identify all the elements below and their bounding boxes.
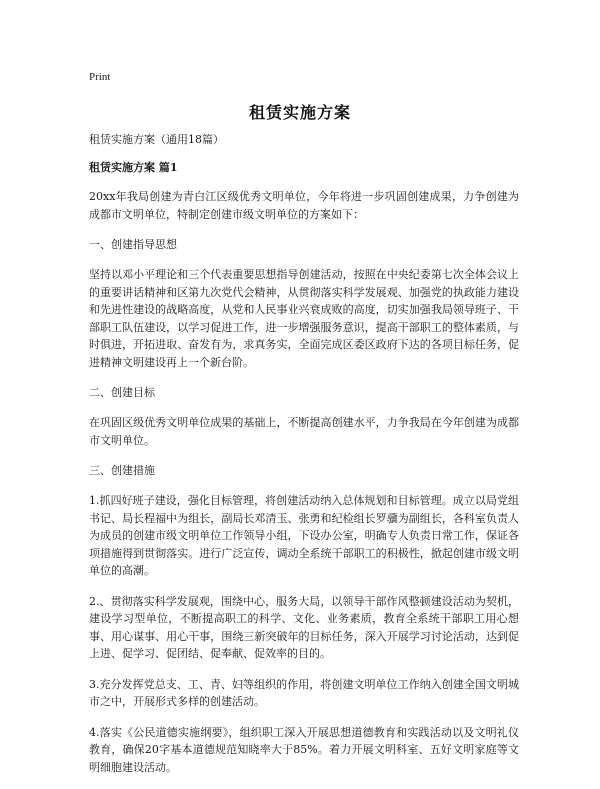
paragraph-measure-2: 2.、贯彻落实科学发展观，围绕中心，服务大局，以领导干部作风整顿建设活动为契机，建设学习型单位，不断提高职工的科学、文化、业务素质，教育全系统干部职工用心想事、用心谋事、用心干事，围绕三新突破年的目标任务，深入开展学习讨论活动，达到促上进、促学习、促团结、促奉献、促效率的目的。: [89, 594, 519, 660]
paragraph-goals: 在巩固区级优秀文明单位成果的基础上，不断提高创建水平，力争我局在今年创建为成都市文明单位。: [89, 416, 519, 447]
page-title: 租赁实施方案: [248, 103, 351, 122]
paragraph-guiding-ideology: 坚持以邓小平理论和三个代表重要思想指导创建活动，按照在中央纪委第七次全体会议上的重要讲话精神和区第九次党代会精神，从贯彻落实科学发展观、加强党的执政能力建设和先进性建设的战略高度，从党和人民事业兴衰成败的高度，切实加强我局领导班子、干部职工队伍建设，以学习促进工作，进一步增强服务意识，提高干部职工的整体素质，与时俱进，开拓进取、奋发有为，求真务实，全面完成区委区政府下达的各项目标任务，促进精神文明建设再上一个新台阶。: [89, 268, 519, 369]
heading-goals: 二、创建目标: [89, 386, 155, 399]
heading-measures: 三、创建措施: [89, 464, 155, 477]
paragraph-measure-1: 1.抓四好班子建设，强化目标管理，将创建活动纳入总体规划和目标管理。成立以局党组书记、局长程福中为组长，副局长邓清玉、张勇和纪检组长罗骥为副组长，各科室负责人为成员的创建市级文明单位工作领导小组，下设办公室，明确专人负责日常工作，保证各项措施得到贯彻落实。进行广泛宣传，调动全系统干部职工的积极性，掀起创建市级文明单位的高潮。: [89, 494, 519, 577]
heading-guiding-ideology: 一、创建指导思想: [89, 238, 177, 251]
paragraph-measure-3: 3.充分发挥党总支、工、青、妇等组织的作用，将创建文明单位工作纳入创建全国文明城市之中，开展形式多样的创建活动。: [89, 677, 519, 708]
section-title: 租赁实施方案 篇1: [89, 161, 178, 174]
print-link[interactable]: Print: [89, 71, 111, 83]
document-body: [89, 131, 519, 789]
paragraph-measure-4: 4.落实《公民道德实施纲要》，组织职工深入开展思想道德教育和实践活动以及文明礼仪教育，确保20字基本道德规范知晓率大于85%。着力开展文明科室、五好文明家庭等文明细胞建设活动。: [89, 725, 519, 774]
intro-paragraph: 20xx年我局创建为青白江区级优秀文明单位，今年将进一步巩固创建成果，力争创建为成都市文明单位，特制定创建市级文明单位的方案如下：: [89, 190, 519, 221]
document-subtitle: 租赁实施方案（通用18篇）: [89, 133, 224, 146]
